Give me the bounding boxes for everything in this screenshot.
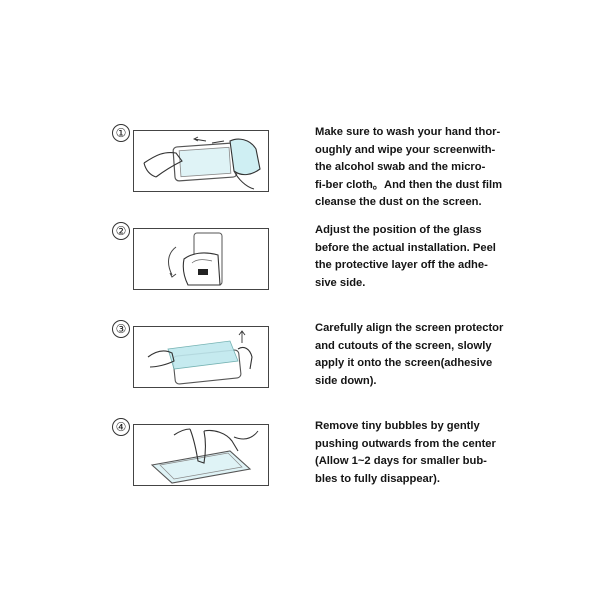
step-3-line-3: apply it onto the screen(adhesive [315,357,493,370]
step-2-line-1: Adjust the position of the glass [315,224,482,236]
step-3-line-4: side down). [315,374,377,387]
step-1-line-3: the alcohol swab and the micro- [315,161,486,174]
step-3-line-1: Carefully align the screen protector [315,322,504,334]
step-4-instructions [315,418,515,488]
pushing-out-bubbles-icon [134,425,268,485]
step-2-line-3: the protective layer off the adhe- [315,259,488,272]
step-1-line-2: oughly and wipe your screenwith- [315,143,496,156]
step-2-line-2: before the actual installation. Peel [315,241,496,254]
step-number-4: ④ [112,418,130,436]
step-4-line-1: Remove tiny bubbles by gently [315,420,480,432]
step-1-illustration [133,130,269,192]
hands-wiping-phone-icon [134,131,268,191]
step-number-2: ② [112,222,130,240]
step-1-line-4: fi-ber cloth。And then the dust film [315,178,503,191]
step-number-1: ① [112,124,130,142]
step-1-line-5: cleanse the dust on the screen. [315,196,482,209]
step-4-line-2: pushing outwards from the center [315,437,496,450]
step-2-line-4: sive side. [315,276,366,289]
step-4-illustration [133,424,269,486]
step-3-illustration [133,326,269,388]
aligning-screen-protector-icon [134,327,268,387]
step-1-instructions [315,124,515,212]
step-number-3: ③ [112,320,130,338]
peeling-protective-layer-icon [134,229,268,289]
step-3-instructions [315,320,515,390]
step-2-illustration [133,228,269,290]
step-4-line-4: bles to fully disappear). [315,472,440,485]
step-3-line-2: and cutouts of the screen, slowly [315,339,492,352]
step-4-line-3: (Allow 1~2 days for smaller bub- [315,455,487,468]
step-1-line-1: Make sure to wash your hand thor- [315,126,501,138]
step-2-instructions [315,222,515,292]
